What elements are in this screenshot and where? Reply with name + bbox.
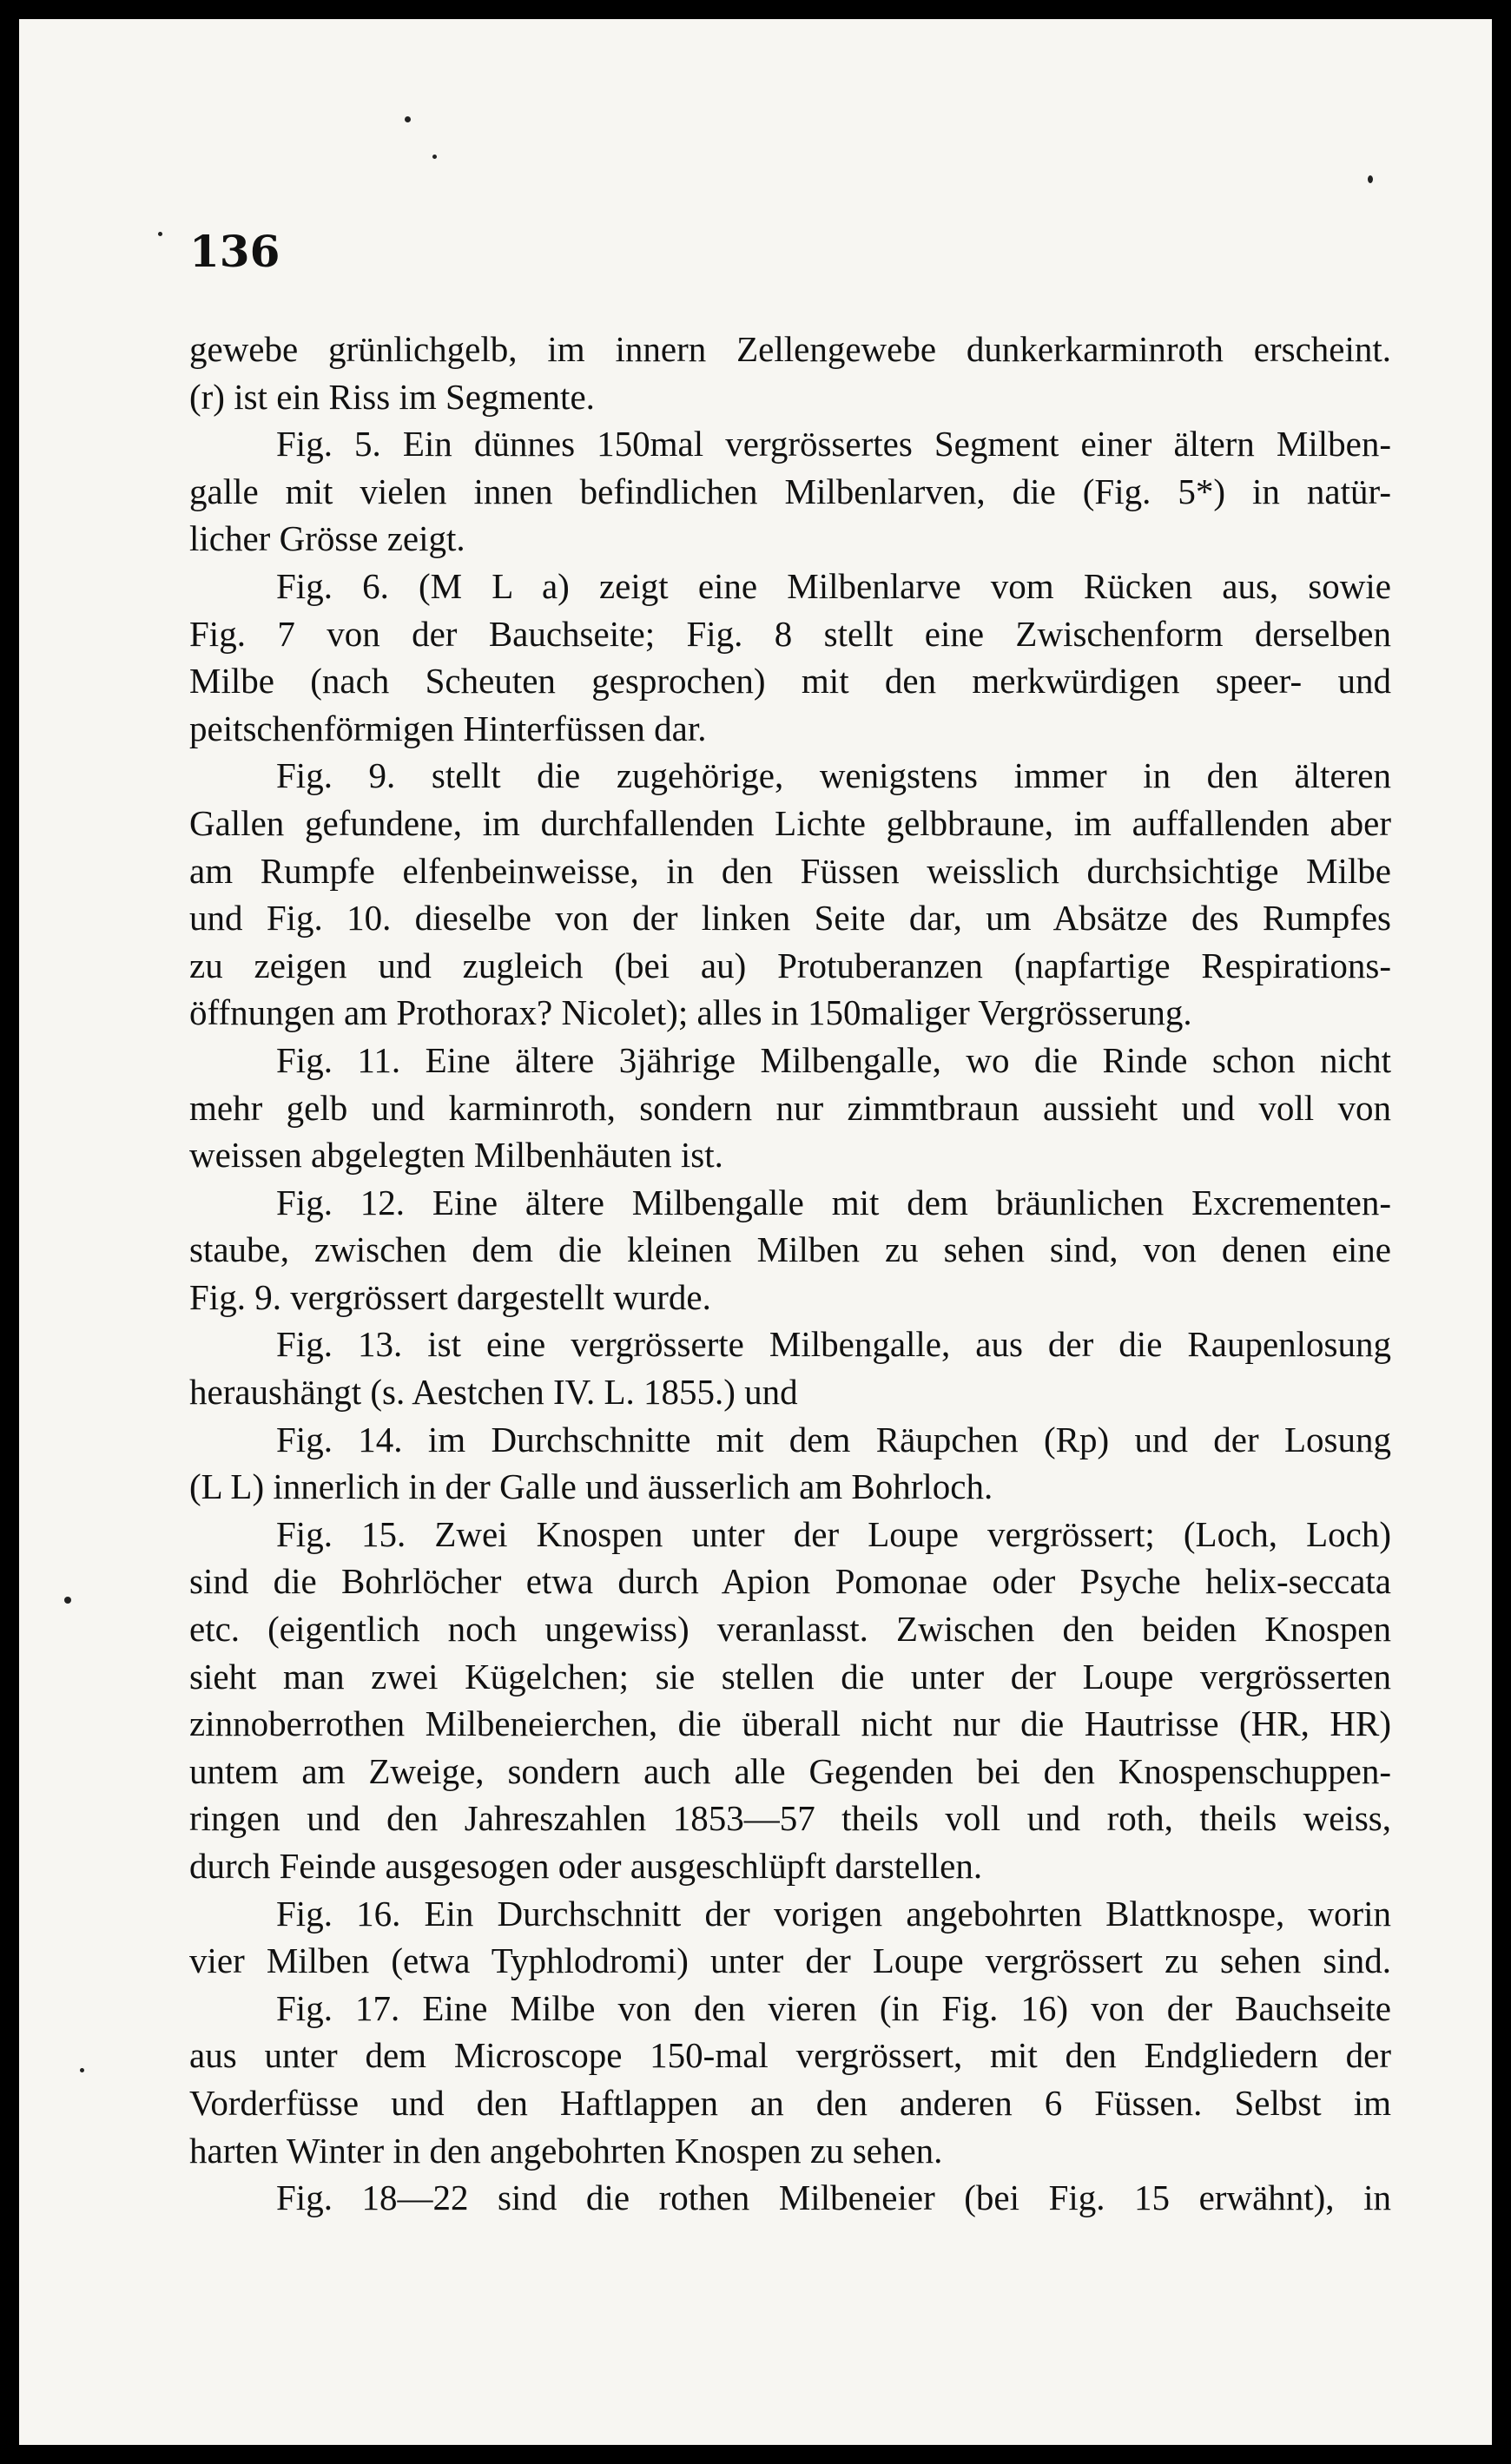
text-line: weissen abgelegten Milbenhäuten ist. xyxy=(189,1135,723,1176)
text-line: (L L) innerlich in der Galle und äusserlich am Bohrloch. xyxy=(189,1466,993,1507)
text-line: Vorderfüsse und den Haftlappen an den anderen 6 Füssen. Selbst im xyxy=(189,2082,1391,2123)
text-line: vier Milben (etwa Typhlodromi) unter der Loupe vergrössert zu sehen sind. xyxy=(189,1940,1391,1981)
text-line: sind die Bohrlöcher etwa durch Apion Pomonae oder Psyche helix-seccata xyxy=(189,1561,1391,1602)
text-line: ringen und den Jahreszahlen 1853—57 theils voll und roth, theils weiss, xyxy=(189,1798,1391,1839)
text-line: heraushängt (s. Aestchen IV. L. 1855.) und xyxy=(189,1372,798,1413)
text-line: Fig. 12. Eine ältere Milbengalle mit dem bräunlichen Excrementen- xyxy=(276,1182,1391,1222)
scan-speck xyxy=(432,155,437,159)
text-line: am Rumpfe elfenbeinweisse, in den Füssen weisslich durchsichtige Milbe xyxy=(189,850,1391,891)
text-line: Gallen gefundene, im durchfallenden Lichte gelbbraune, im auffallenden aber xyxy=(189,802,1391,843)
text-line: licher Grösse zeigt. xyxy=(189,518,465,559)
scan-speck xyxy=(64,1597,71,1604)
text-line: Fig. 9. stellt die zugehörige, wenigstens immer in den älteren xyxy=(276,755,1391,796)
text-line: galle mit vielen innen befindlichen Milbenlarven, die (Fig. 5*) in natür- xyxy=(189,471,1391,511)
text-line: Fig. 17. Eine Milbe von den vieren (in Fig. 16) von der Bauchseite xyxy=(276,1987,1391,2028)
text-line: Milbe (nach Scheuten gesprochen) mit den merkwürdigen speer- und xyxy=(189,661,1391,702)
text-line: sieht man zwei Kügelchen; sie stellen die unter der Loupe vergrösserten xyxy=(189,1656,1391,1696)
text-line: staube, zwischen dem die kleinen Milben zu sehen sind, von denen eine xyxy=(189,1229,1391,1270)
text-line: peitschenförmigen Hinterfüssen dar. xyxy=(189,708,707,748)
page-number: 136 xyxy=(189,226,280,277)
document-page xyxy=(19,19,1492,2445)
text-line: Fig. 7 von der Bauchseite; Fig. 8 stellt eine Zwischenform derselben xyxy=(189,613,1391,654)
text-line: zinnoberrothen Milbeneierchen, die überall nicht nur die Hautrisse (HR, HR) xyxy=(189,1703,1391,1744)
scan-speck xyxy=(158,232,162,236)
text-line: etc. (eigentlich noch ungewiss) veranlasst. Zwischen den beiden Knospen xyxy=(189,1609,1391,1650)
text-line: Fig. 14. im Durchschnitte mit dem Räupchen (Rp) und der Losung xyxy=(276,1419,1391,1459)
text-line: Fig. 15. Zwei Knospen unter der Loupe vergrössert; (Loch, Loch) xyxy=(276,1513,1391,1554)
body-text xyxy=(189,326,1391,2222)
scan-speck xyxy=(1368,175,1373,183)
text-line: gewebe grünlichgelb, im innern Zellengewebe dunkerkarminroth erscheint. xyxy=(189,329,1391,369)
text-line: Fig. 9. vergrössert dargestellt wurde. xyxy=(189,1276,711,1317)
scan-speck xyxy=(80,2068,84,2072)
text-line: zu zeigen und zugleich (bei au) Protuberanzen (napfartige Respirations- xyxy=(189,945,1391,985)
text-line: durch Feinde ausgesogen oder ausgeschlüpft darstellen. xyxy=(189,1846,983,1886)
text-line: Fig. 13. ist eine vergrösserte Milbengalle, aus der die Raupenlosung xyxy=(276,1324,1391,1365)
text-line: Fig. 6. (M L a) zeigt eine Milbenlarve vom Rücken aus, sowie xyxy=(276,565,1391,606)
text-line: öffnungen am Prothorax? Nicolet); alles in 150maliger Vergrösserung. xyxy=(189,992,1192,1033)
text-line: (r) ist ein Riss im Segmente. xyxy=(189,376,595,417)
text-line: Fig. 11. Eine ältere 3jährige Milbengalle, wo die Rinde schon nicht xyxy=(276,1039,1391,1080)
text-line: Fig. 5. Ein dünnes 150mal vergrössertes Segment einer ältern Milben- xyxy=(276,424,1391,464)
text-line: mehr gelb und karminroth, sondern nur zimmtbraun aussieht und voll von xyxy=(189,1087,1391,1128)
text-line: aus unter dem Microscope 150-mal vergrössert, mit den Endgliedern der xyxy=(189,2035,1391,2076)
text-line: Fig. 18—22 sind die rothen Milbeneier (bei Fig. 15 erwähnt), in xyxy=(276,2177,1391,2218)
scan-speck xyxy=(405,116,411,122)
text-line: Fig. 16. Ein Durchschnitt der vorigen angebohrten Blattknospe, worin xyxy=(276,1893,1391,1934)
text-line: harten Winter in den angebohrten Knospen zu sehen. xyxy=(189,2130,943,2171)
text-line: und Fig. 10. dieselbe von der linken Seite dar, um Absätze des Rumpfes xyxy=(189,898,1391,939)
text-line: untem am Zweige, sondern auch alle Gegenden bei den Knospenschuppen- xyxy=(189,1750,1391,1791)
